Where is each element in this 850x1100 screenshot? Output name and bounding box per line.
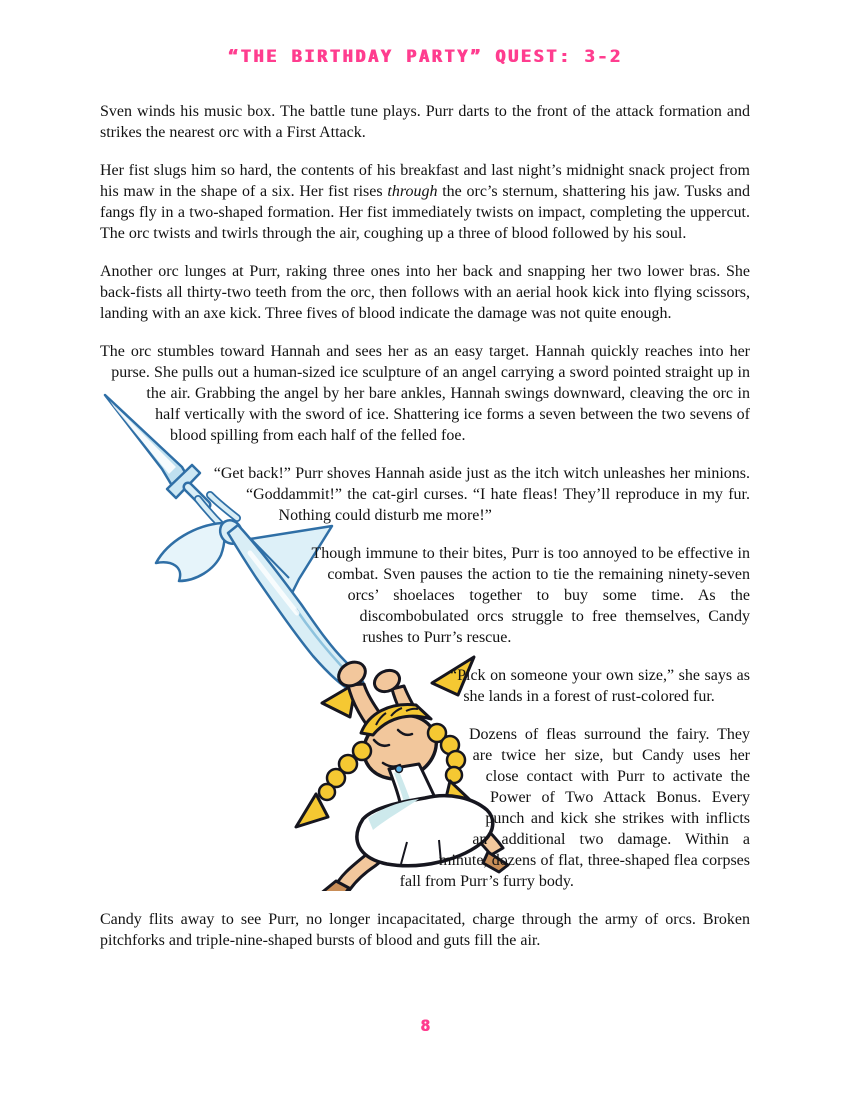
story-content <box>100 101 750 951</box>
fairy-pendant <box>396 766 403 773</box>
story-paragraph-8: Dozens of fleas surround the fairy. They are twice her size, but Candy uses her close contact with Purr to activate the Power of Two Attack Bonus. Every punch and kick she strikes with inflicts an additional two damage. Within a minute, dozens of flat, three-shaped flea corpses fall from Purr’s furry body. <box>399 726 750 890</box>
paragraph-2-before: Her fist slugs him so hard, the contents of his breakfast and last night’s midnight snack project from his maw in the shape of a six. Her fist rises <box>100 162 750 200</box>
story-paragraph-5: “Get back!” Purr shoves Hannah aside just as the itch witch unleashes her minions. “Goddammit!” the cat-girl curses. “I hate fleas! They’ll reproduce in my fur. Nothing could disturb me more!” <box>213 465 750 524</box>
story-paragraph-7: “Pick on someone your own size,” she says as she lands in a forest of rust-colored fur. <box>450 667 750 705</box>
story-paragraph-4: The orc stumbles toward Hannah and sees her as an easy target. Hannah quickly reaches into her purse. She pulls out a human-sized ice sculpture of an angel carrying a sword pointed straight up in the air. Grabbing the angel by her bare ankles, Hannah swings downward, cleaving the orc in half vertically with the sword of ice. Shattering ice forms a seven between the two sevens of blood spilling from each half of the felled foe. <box>100 343 750 444</box>
page-title: “THE BIRTHDAY PARTY” QUEST: 3-2 <box>227 47 623 67</box>
story-paragraph-2 <box>100 160 750 244</box>
page-number: 8 <box>420 1016 430 1035</box>
story-paragraph-9: Candy flits away to see Purr, no longer incapacitated, charge through the army of orcs. Broken pitchforks and triple-nine-shaped bursts of blood and guts fill the air. <box>100 911 750 949</box>
story-paragraph-3: Another orc lunges at Purr, raking three ones into her back and snapping her two lower bras. She back-fists all thirty-two teeth from the orc, then follows with an aerial hook kick into flying scissors, landing with an axe kick. Three fives of blood indicate the damage was not quite enough. <box>100 263 750 322</box>
story-paragraph-1: Sven winds his music box. The battle tune plays. Purr darts to the front of the attack formation and strikes the nearest orc with a First Attack. <box>100 103 750 141</box>
story-paragraph-6: Though immune to their bites, Purr is too annoyed to be effective in combat. Sven pauses the action to tie the remaining ninety-seven orcs’ shoelaces together to buy some time. As the discombobulated orcs struggle to free themselves, Candy rushes to Purr’s rescue. <box>311 545 750 646</box>
fairy-braid-left <box>296 742 371 827</box>
paragraph-2-after: the orc’s sternum, shattering his jaw. Tusks and fangs fly in a two-shaped formation. Her fist immediately twists on impact, completing the uppercut. The orc twists and twirls through the air, coughing up a three of blood followed by his soul. <box>100 183 750 242</box>
paragraph-2-italic-word: through <box>387 183 438 200</box>
angel-hair <box>156 523 225 581</box>
